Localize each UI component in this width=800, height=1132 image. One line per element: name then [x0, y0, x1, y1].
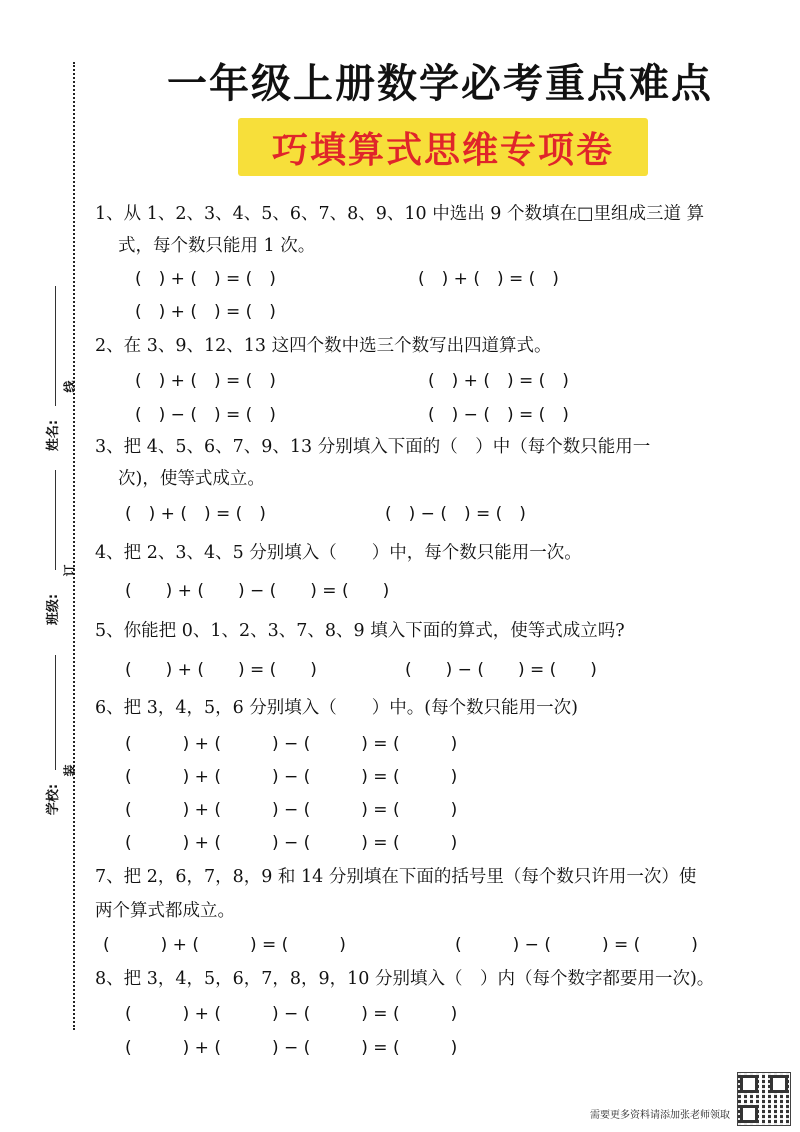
q7-text-line1: 7、把 2，6，7，8，9 和 14 分别填在下面的括号里（每个数只许用一次）使 [95, 867, 697, 887]
q6-equation-row[interactable]: ( ) + ( ) − ( ) = ( ) [125, 767, 458, 787]
q1-text-line1: 1、从 1、2、3、4、5、6、7、8、9、10 中选出 9 个数填在□里组成三道 算 [95, 204, 705, 224]
q2-equation-b[interactable]: ( ) + ( ) = ( ) [428, 371, 569, 391]
dotted-cut-line [73, 62, 75, 1030]
school-label: 学校: [46, 783, 62, 816]
q6-equation-row[interactable]: ( ) + ( ) − ( ) = ( ) [125, 734, 458, 754]
q4-equation-a[interactable]: ( ) + ( ) − ( ) = ( ) [125, 581, 390, 601]
qr-code-icon [737, 1072, 791, 1126]
q1-equation-c[interactable]: ( ) + ( ) = ( ) [135, 302, 276, 322]
q7-equation-b[interactable]: ( ) − ( ) = ( ) [455, 935, 698, 955]
q6-equation-row[interactable]: ( ) + ( ) − ( ) = ( ) [125, 833, 458, 853]
q1-equation-a[interactable]: ( ) + ( ) = ( ) [135, 269, 276, 289]
q5-text-line1: 5、你能把 0、1、2、3、7、8、9 填入下面的算式，使等式成立吗? [95, 621, 625, 641]
subtitle-text: 巧填算式思维专项卷 [271, 129, 614, 171]
q3-equation-a[interactable]: ( ) + ( ) = ( ) [125, 504, 266, 524]
page-title: 一年级上册数学必考重点难点 [167, 61, 713, 107]
q8-equation-row[interactable]: ( ) + ( ) − ( ) = ( ) [125, 1038, 458, 1058]
class-label: 班级: [46, 593, 62, 626]
q1-equation-b[interactable]: ( ) + ( ) = ( ) [418, 269, 559, 289]
q6-text-line1: 6、把 3，4，5，6 分别填入（ ）中。(每个数只能用一次) [95, 698, 578, 718]
q8-text-line1: 8、把 3，4，5，6，7，8，9，10 分别填入（ ）内（每个数字都要用一次)。 [95, 969, 715, 989]
q4-text-line1: 4、把 2、3、4、5 分别填入（ ）中，每个数只能用一次。 [95, 543, 582, 563]
q5-equation-b[interactable]: ( ) − ( ) = ( ) [405, 660, 597, 680]
q7-text-line2: 两个算式都成立。 [95, 901, 235, 921]
school-write-line [55, 655, 56, 770]
q2-text-line1: 2、在 3、9、12、13 这四个数中选三个数写出四道算式。 [95, 336, 552, 356]
q6-equation-row[interactable]: ( ) + ( ) − ( ) = ( ) [125, 800, 458, 820]
q1-text-line2: 式，每个数只能用 1 次。 [118, 236, 316, 256]
class-write-line [55, 470, 56, 570]
q3-text-line1: 3、把 4、5、6、7、9、13 分别填入下面的（ ）中（每个数只能用一 [95, 437, 651, 457]
binding-margin [0, 0, 95, 1132]
q3-text-line2: 次)，使等式成立。 [118, 469, 265, 489]
q7-equation-a[interactable]: ( ) + ( ) = ( ) [103, 935, 346, 955]
binding-mark-ding: 订 [62, 564, 77, 577]
name-write-line [55, 286, 56, 406]
name-label: 姓名: [46, 419, 62, 452]
footer-note: 需要更多资料请添加张老师领取 [590, 1110, 730, 1121]
q2-equation-d[interactable]: ( ) − ( ) = ( ) [428, 405, 569, 425]
q2-equation-c[interactable]: ( ) − ( ) = ( ) [135, 405, 276, 425]
q5-equation-a[interactable]: ( ) + ( ) = ( ) [125, 660, 317, 680]
q3-equation-b[interactable]: ( ) − ( ) = ( ) [385, 504, 526, 524]
binding-mark-zhuang: 装 [62, 764, 77, 777]
binding-mark-line: 线 [62, 380, 77, 393]
q8-equation-row[interactable]: ( ) + ( ) − ( ) = ( ) [125, 1004, 458, 1024]
q2-equation-a[interactable]: ( ) + ( ) = ( ) [135, 371, 276, 391]
subtitle-banner [238, 118, 648, 176]
